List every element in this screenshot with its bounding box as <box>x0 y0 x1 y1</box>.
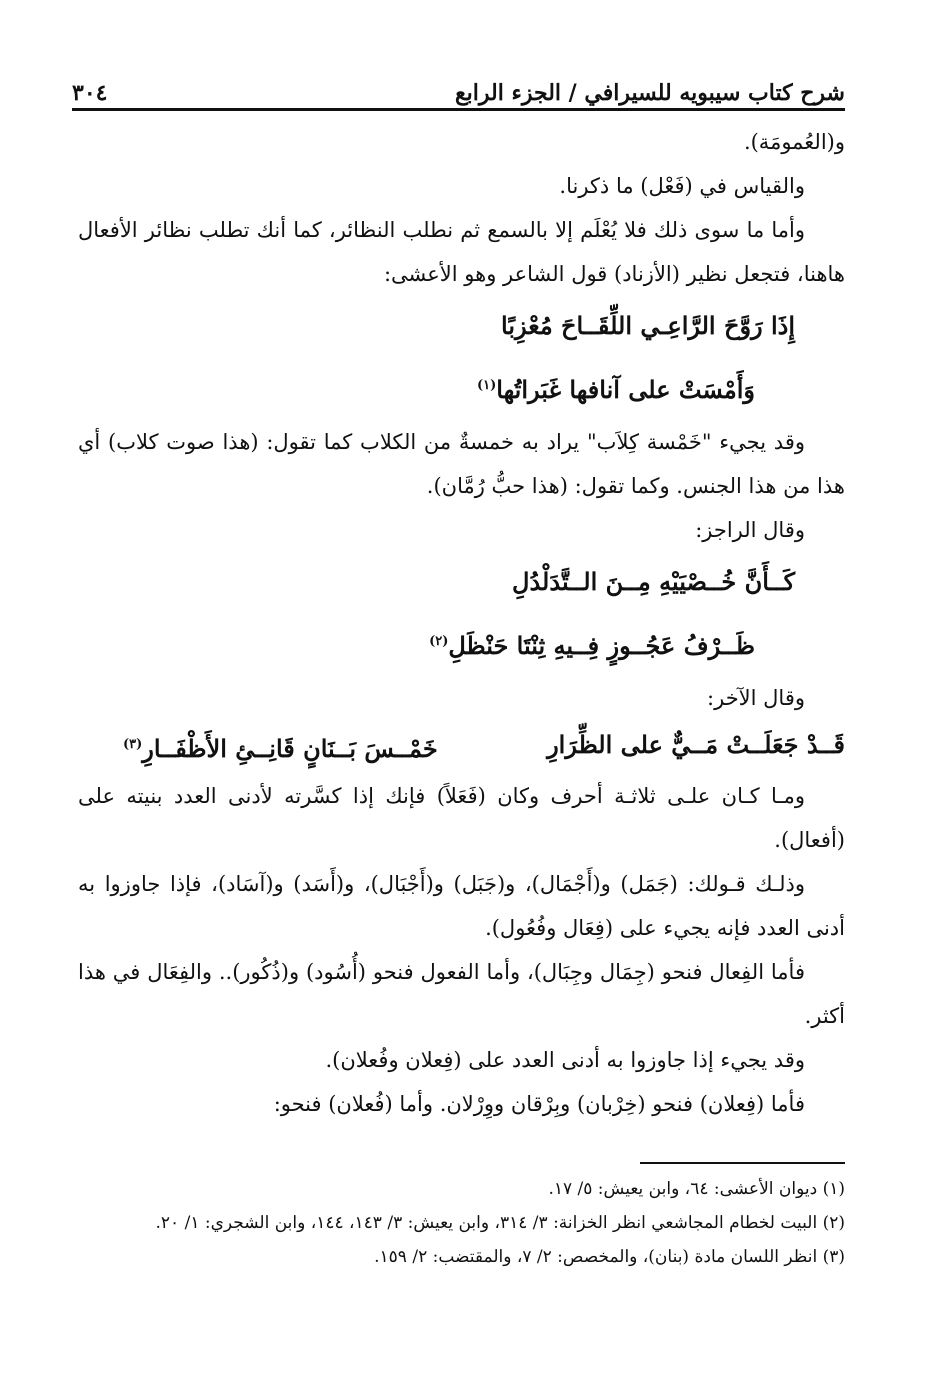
paragraph-2: والقياس في (فَعْل) ما ذكرنا. <box>559 174 805 198</box>
main-text <box>78 120 845 1126</box>
footnote-marker-2: (٢) <box>429 634 449 649</box>
verse-couplet <box>123 720 845 774</box>
paragraph-7: ومـا كـان علـى ثلاثـة أحرف وكان (فَعَلاً) فإنك إذا كسَّرته لأدنى العدد بنيته على (أفعال). <box>78 784 845 852</box>
running-header <box>72 58 845 106</box>
verse-line-4-text: ظَــرْفُ عَجُــوزٍ فِــيهِ ثِنْتَا حَنْظَلِ <box>448 631 755 660</box>
paragraph-6: وقال الآخر: <box>707 686 805 710</box>
footnote-1: (١) ديوان الأعشى: ٦٤، وابن يعيش: ٥/ ١٧. <box>548 1179 845 1199</box>
paragraph-3: وأما ما سوى ذلك فلا يُعْلَم إلا بالسمع ثم نطلب النظائر، كما أنك تطلب نظائر الأفعال هاهنا، فتجعل نظير (الأزناد) قول الشاعر وهو الأعشى: <box>78 218 845 286</box>
running-title: شرح كتاب سيبويه للسيرافي / الجزء الرابع <box>454 80 845 106</box>
footnote-marker-3: (٣) <box>123 737 143 752</box>
verse-line-3: كَــأَنَّ خُــصْيَيْهِ مِــنَ الــتَّدَلْدُلِ <box>512 567 795 596</box>
verse-hemistich-1: قَــدْ جَعَلَــتْ مَــيٌّ على الظِّرَارِ <box>547 730 845 759</box>
footnote-marker-1: (١) <box>477 378 497 393</box>
footnote-2: (٢) البيت لخطام المجاشعي انظر الخزانة: ٣/ ٣١٤، وابن يعيش: ٣/ ١٤٣، ١٤٤، وابن الشجري: ١/ ٢٠. <box>155 1213 845 1233</box>
paragraph-1: و(العُمومَة). <box>743 130 845 154</box>
verse-line-1: إِذَا رَوَّحَ الرَّاعِـي اللِّقَــاحَ مُعْزِبًا <box>501 311 795 340</box>
paragraph-5: وقال الراجز: <box>695 518 805 542</box>
paragraph-11: فأما (فِعلان) فنحو (خِرْبان) وبِرْقان ووِرْلان. وأما (فُعلان) فنحو: <box>273 1092 805 1116</box>
verse-hemistich-2-text: خَمْــسَ بَــنَانٍ قَانِــئِ الأَظْفَــارِ <box>142 734 438 763</box>
page-number: ٣٠٤ <box>72 80 108 106</box>
paragraph-8: وذلـك قـولك: (جَمَل) و(أَجْمَال)، و(جَبَل) و(أَجْبَال)، و(أَسَد) و(آسَاد)، فإذا جاوزوا به أدنى العدد فإنه يجيء على (فِعَال وفُعُول). <box>78 872 845 940</box>
footnote-rule <box>640 1162 845 1164</box>
paragraph-10: وقد يجيء إذا جاوزوا به أدنى العدد على (فِعلان وفُعلان). <box>325 1048 805 1072</box>
footnotes <box>78 1172 845 1274</box>
header-rule <box>72 108 845 111</box>
paragraph-9: فأما الفِعال فنحو (جِمَال وجِبَال)، وأما الفعول فنحو (أُسُود) و(ذُكُور).. والفِعَال في هذا أكثر. <box>78 960 845 1028</box>
verse-line-2 <box>78 356 755 420</box>
verse-line-4 <box>78 612 755 676</box>
paragraph-4: وقد يجيء "خَمْسة كِلاَب" يراد به خمسةٌ من الكلاب كما تقول: (هذا صوت كلاب) أي هذا من هذا الجنس. وكما تقول: (هذا حبُّ رُمَّان). <box>78 430 845 498</box>
footnote-3: (٣) انظر اللسان مادة (بنان)، والمخصص: ٢/ ٧، والمقتضب: ٢/ ١٥٩. <box>374 1247 845 1267</box>
verse-line-2-text: وَأَمْسَتْ على آنافها غَبَراتُها <box>496 375 755 404</box>
verse-hemistich-2 <box>123 720 438 774</box>
